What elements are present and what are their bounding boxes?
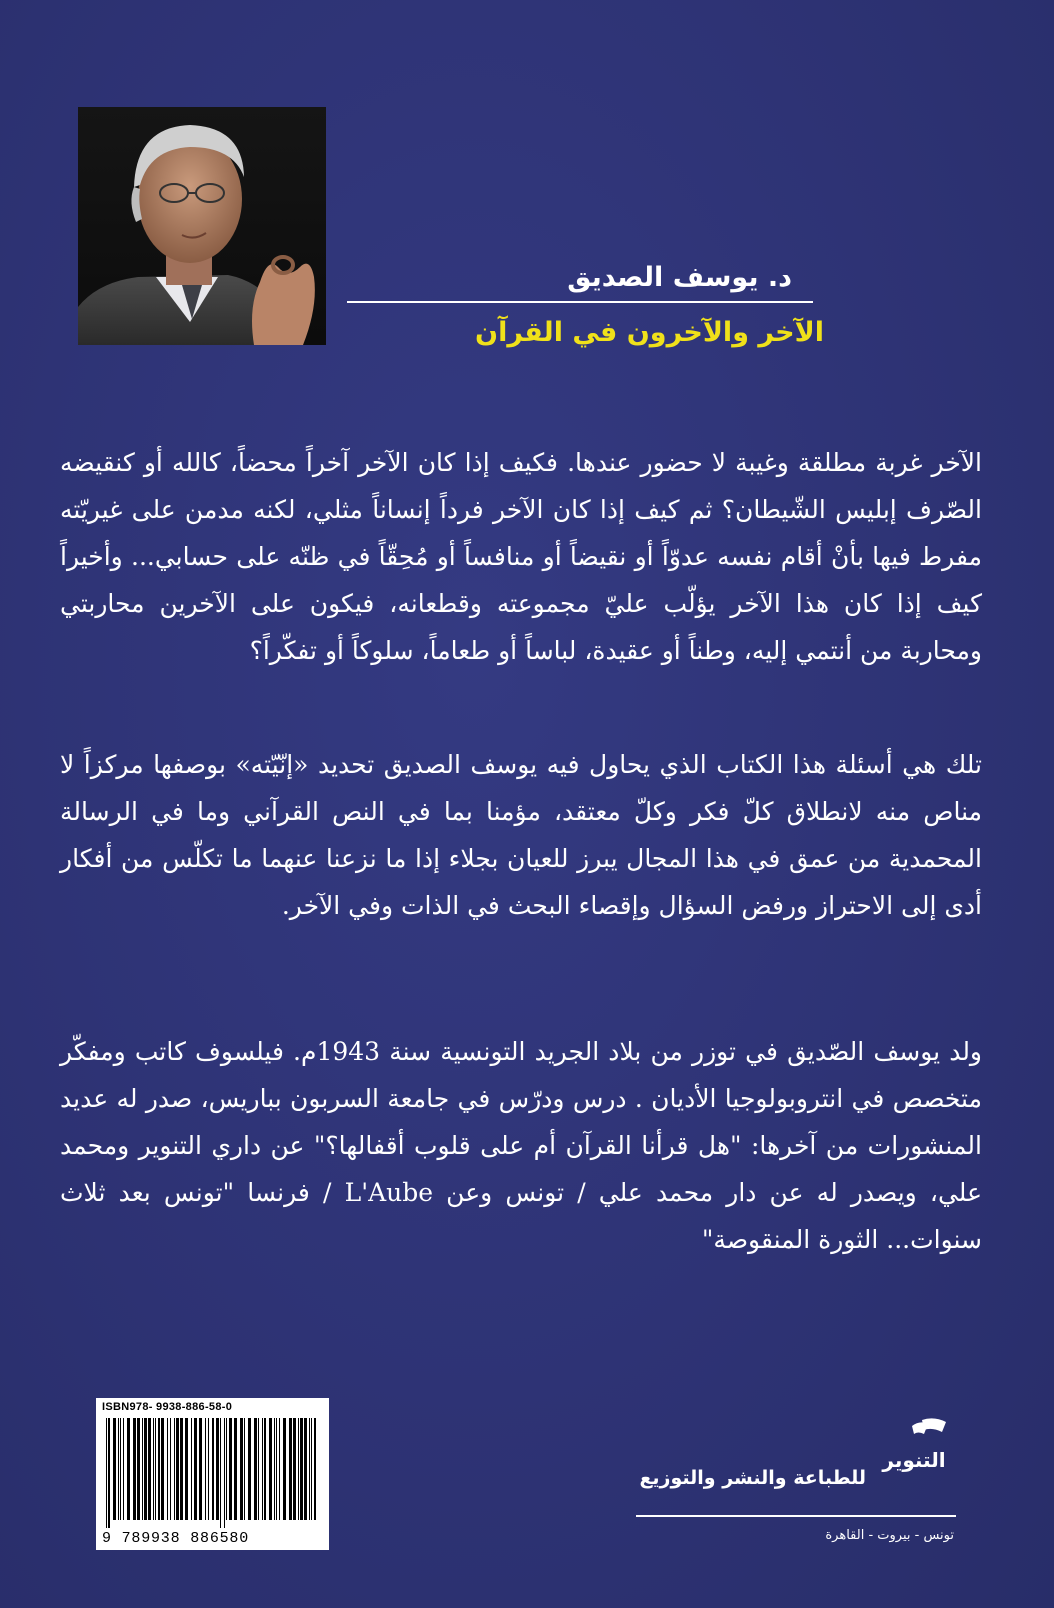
barcode-bar (240, 1418, 243, 1520)
barcode-bar (170, 1418, 171, 1520)
barcode-bar (234, 1418, 237, 1520)
barcode-bar (226, 1418, 227, 1520)
publisher-tagline: للطباعة والنشر والتوزيع (639, 1467, 866, 1489)
barcode-bar (137, 1418, 140, 1520)
barcode-bar (142, 1418, 143, 1520)
author-photo (78, 107, 326, 345)
barcode-bar (274, 1418, 275, 1520)
barcode-bar (293, 1418, 296, 1520)
publisher-divider (636, 1515, 956, 1517)
isbn-barcode (96, 1398, 329, 1550)
isbn-digits: 9 789938 886580 (102, 1530, 250, 1547)
barcode-bar (205, 1418, 206, 1520)
barcode-bar (298, 1418, 299, 1520)
barcode-bar (123, 1418, 124, 1520)
barcode-bar (283, 1418, 286, 1520)
barcode-bar (106, 1418, 107, 1528)
barcode-bar (258, 1418, 259, 1520)
blurb-paragraph-2: تلك هي أسئلة هذا الكتاب الذي يحاول فيه يوسف الصديق تحديد «إنّيّته» بوصفها مركزاً لا مناص منه لانطلاق كلّ فكر وكلّ معتقد، مؤمنا بما في النص القرآني وما في الرسالة المحمدية من عمق في هذا المجال يبرز للعيان بجلاء إذا ما نزعنا عنهما ما تكلّس من أفكار أدى إلى الاحتراز ورفض السؤال وإقصاء البحث في الذات وفي الآخر. (60, 750, 982, 920)
barcode-bar (127, 1418, 130, 1520)
barcode-bar (244, 1418, 245, 1520)
barcode-bar (300, 1418, 303, 1520)
publisher-cities: تونس - بيروت - القاهرة (825, 1528, 954, 1543)
barcode-bar (167, 1418, 168, 1520)
barcode-bar (208, 1418, 209, 1520)
barcode-bar (176, 1418, 179, 1520)
barcode-bar (212, 1418, 214, 1520)
barcode-bar (309, 1418, 310, 1520)
barcode-bar (248, 1418, 251, 1520)
blurb-paragraph-3: ولد يوسف الصّديق في توزر من بلاد الجريد التونسية سنة 1943م. فيلسوف كاتب ومفكّر متخصص في انتروبولوجيا الأديان . درس ودرّس في جامعة السربون بباريس، صدر له عديد المنشورات من آخرها: "هل قرأنا القرآن أم على قلوب أقفالها؟" عن داري التنوير ومحمد علي، ويصدر له عن دار محمد علي / تونس وعن L'Aube / فرنسا "تونس بعد ثلاث سنوات... الثورة المنقوصة" (60, 1037, 983, 1254)
barcode-bar (191, 1418, 192, 1520)
barcode-bar (199, 1418, 202, 1520)
barcode-bar (161, 1418, 164, 1520)
barcode-bar (229, 1418, 232, 1520)
barcode-bars-graphic (106, 1418, 319, 1528)
barcode-bar (133, 1418, 136, 1520)
barcode-bar (314, 1418, 316, 1520)
barcode-bar (311, 1418, 312, 1520)
blurb-paragraph-1: الآخر غربة مطلقة وغيبة لا حضور عندها. فكيف إذا كان الآخر آخراً محضاً، كالله أو كنقيضه الصّرف إبليس الشّيطان؟ ثم كيف إذا كان الآخر فرداً إنساناً مثلي، لكنه مدمن على غيريّته مفرط فيها بأنْ أقام نفسه عدوّاً أو نقيضاً أو منافساً أو مُحِقّاً في ظنّه على حسابي... وأخيراً كيف إذا كان هذا الآخر يؤلّب عليّ مجموعته وقطعانه، فيكون على الآخرين محاربتي ومحاربة من أنتمي إليه، وطناً أو عقيدة، لباساً أو طعاماً، سلوكاً أو تفكّراً؟ (60, 448, 982, 665)
publisher-logo-word: التنوير (882, 1448, 946, 1472)
barcode-bar (220, 1418, 221, 1528)
barcode-bar (224, 1418, 225, 1528)
barcode-bar (180, 1418, 183, 1520)
barcode-bar (108, 1418, 110, 1528)
barcode-bar (264, 1418, 266, 1520)
title-divider (347, 301, 813, 303)
barcode-bar (148, 1418, 151, 1520)
book-title: الآخر والآخرون في القرآن (475, 317, 824, 348)
barcode-bar (262, 1418, 263, 1520)
barcode-bar (153, 1418, 154, 1520)
author-name: د. يوسف الصديق (567, 262, 792, 293)
barcode-bar (185, 1418, 188, 1520)
barcode-bar (158, 1418, 160, 1520)
barcode-bar (155, 1418, 156, 1520)
barcode-bar (174, 1418, 175, 1520)
barcode-bar (279, 1418, 280, 1520)
author-portrait-illustration (78, 107, 326, 345)
isbn-label: ISBN978- 9938-886-58-0 (102, 1401, 233, 1413)
barcode-bar (113, 1418, 116, 1520)
barcode-bar (216, 1418, 219, 1520)
barcode-bar (276, 1418, 277, 1520)
barcode-bar (118, 1418, 119, 1520)
barcode-bar (194, 1418, 197, 1520)
barcode-bar (269, 1418, 272, 1520)
barcode-bar (144, 1418, 147, 1520)
barcode-bar (289, 1418, 292, 1520)
barcode-bar (254, 1418, 257, 1520)
barcode-bar (120, 1418, 121, 1520)
barcode-bar (304, 1418, 307, 1520)
